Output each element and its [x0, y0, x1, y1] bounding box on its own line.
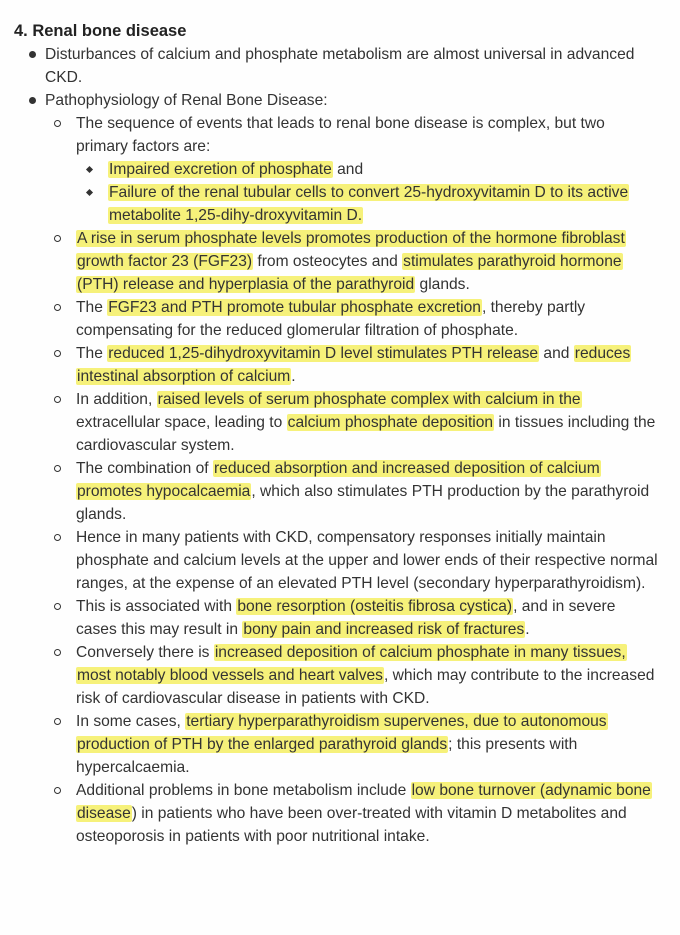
list-item	[52, 595, 660, 641]
highlighted-text: reduced 1,25-dihydroxyvitamin D level stimulates PTH release	[108, 345, 539, 362]
sub-list	[52, 112, 660, 848]
item-text: from osteocytes and	[253, 253, 403, 270]
item-text: ; this presents with hypercalcaemia.	[76, 736, 578, 776]
item-text: , which may contribute to the increased risk of cardiovascular disease in patients with CKD.	[76, 667, 655, 707]
item-text: and	[332, 161, 364, 178]
item-text: in tissues including the cardiovascular system.	[76, 414, 656, 454]
highlighted-text: tertiary hyperparathyroidism supervenes, due to autonomous production of PTH by the enlarged parathyroid glands	[77, 713, 607, 753]
bullet-list	[20, 43, 660, 848]
item-text: Additional problems in bone metabolism include	[76, 782, 411, 799]
list-item	[52, 641, 660, 710]
highlighted-text: FGF23 and PTH promote tubular phosphate excretion	[108, 299, 481, 316]
item-text: This is associated with	[76, 598, 237, 615]
item-text: , thereby partly compensating for the reduced glomerular filtration of phosphate.	[76, 299, 586, 339]
highlighted-text: raised levels of serum phosphate complex with calcium in the	[157, 391, 581, 408]
item-text: Pathophysiology of Renal Bone Disease:	[45, 92, 328, 109]
item-text: The sequence of events that leads to renal bone disease is complex, but two primary factors are:	[76, 115, 605, 155]
list-item	[52, 779, 660, 848]
list-item	[52, 457, 660, 526]
item-text: , which also stimulates PTH production by the parathyroid glands.	[76, 483, 650, 523]
list-item	[52, 388, 660, 457]
list-item	[52, 526, 660, 595]
list-item	[20, 43, 660, 89]
item-text: and	[539, 345, 574, 362]
item-text: .	[291, 368, 296, 385]
list-item	[52, 342, 660, 388]
item-text: .	[525, 621, 530, 638]
item-text: The	[76, 345, 108, 362]
highlighted-text: bony pain and increased risk of fractures	[243, 621, 525, 638]
highlighted-text: reduces intestinal absorption of calcium	[77, 345, 631, 385]
item-text: In some cases,	[76, 713, 186, 730]
section-heading: 4. Renal bone disease	[14, 22, 187, 40]
list-item	[52, 112, 660, 227]
item-text: Hence in many patients with CKD, compensatory responses initially maintain phosphate and calcium levels at the upper and lower ends of their respective normal ranges, at the expense of an elevated PTH level (secondary hyperparathyroidism).	[76, 529, 658, 592]
item-text: Disturbances of calcium and phosphate metabolism are almost universal in advanced CKD.	[45, 46, 635, 86]
highlighted-text: reduced absorption and increased deposition of calcium promotes hypocalcaemia	[77, 460, 600, 500]
highlighted-text: low bone turnover (adynamic bone disease	[77, 782, 651, 822]
list-item	[85, 158, 660, 181]
list-item	[52, 227, 660, 296]
list-item	[85, 181, 660, 227]
item-text: glands.	[415, 276, 470, 293]
highlighted-text: calcium phosphate deposition	[287, 414, 494, 431]
highlighted-text: Impaired excretion of phosphate	[109, 161, 332, 178]
item-text: The combination of	[76, 460, 213, 477]
item-text: ) in patients who have been over-treated with vitamin D metabolites and osteoporosis in patients with poor nutritional intake.	[76, 805, 627, 845]
highlighted-text: bone resorption (osteitis fibrosa cystica)	[237, 598, 513, 615]
highlighted-text: increased deposition of calcium phosphate in many tissues, most notably blood vessels and heart valves	[77, 644, 626, 684]
item-text: , and in severe cases this may result in	[76, 598, 616, 638]
list-item	[20, 89, 660, 848]
item-text: In addition,	[76, 391, 157, 408]
list-item	[52, 710, 660, 779]
item-text: Conversely there is	[76, 644, 214, 661]
item-text: The	[76, 299, 108, 316]
item-text: extracellular space, leading to	[76, 414, 287, 431]
highlighted-text: A rise in serum phosphate levels promotes production of the hormone fibroblast growth factor 23 (FGF23)	[77, 230, 625, 270]
sub-list	[85, 158, 660, 227]
highlighted-text: stimulates parathyroid hormone (PTH) release and hyperplasia of the parathyroid	[77, 253, 622, 293]
list-item	[52, 296, 660, 342]
highlighted-text: Failure of the renal tubular cells to convert 25-hydroxyvitamin D to its active metabolite 1,25-dihy-droxyvitamin D.	[109, 184, 629, 224]
